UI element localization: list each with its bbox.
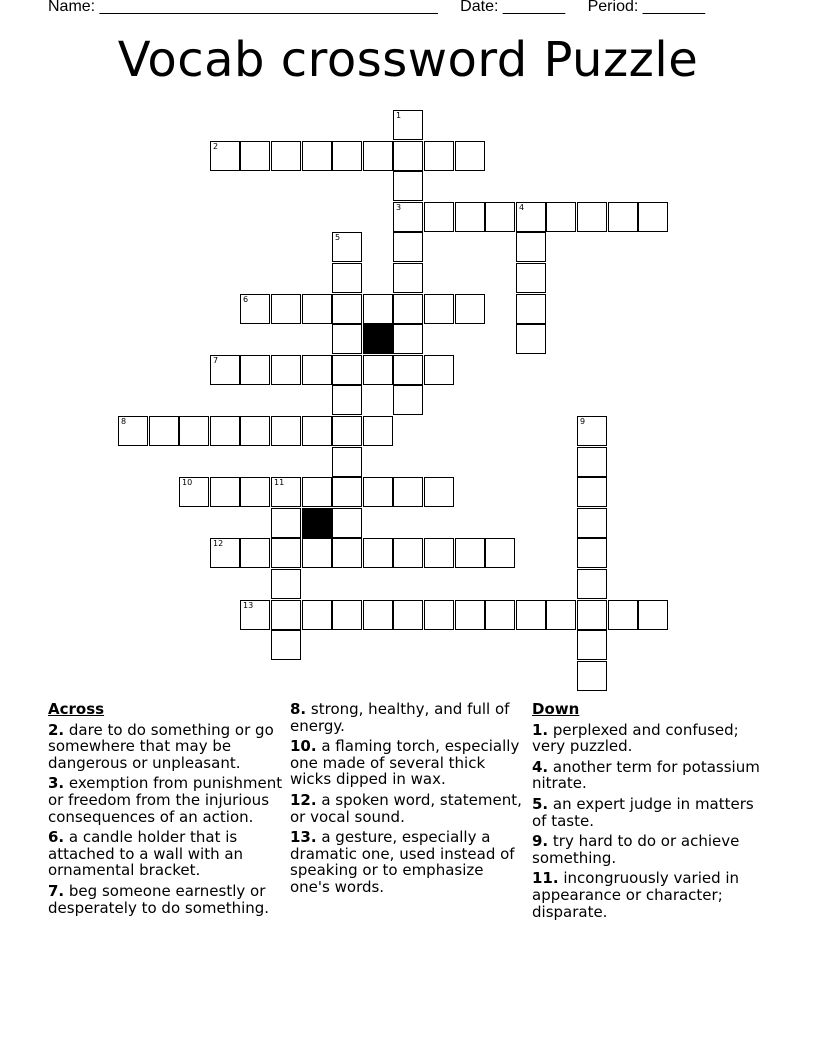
grid-cell[interactable] [332, 416, 362, 446]
grid-cell[interactable] [240, 538, 270, 568]
date-field[interactable]: Date: _______ [460, 0, 566, 15]
grid-cell[interactable] [393, 477, 423, 507]
grid-cell[interactable] [577, 477, 607, 507]
clue-number: 4. [532, 757, 549, 776]
grid-cell[interactable] [240, 477, 270, 507]
grid-cell[interactable] [210, 355, 240, 385]
cell-number: 6 [243, 295, 249, 304]
clues-column-3 [532, 701, 768, 924]
grid-cell[interactable] [363, 416, 393, 446]
clue-text: exemption from punishment or freedom from the injurious consequences of an action. [48, 774, 283, 826]
grid-cell[interactable] [516, 294, 546, 324]
grid-cell[interactable] [271, 538, 301, 568]
grid-cell[interactable] [363, 538, 393, 568]
grid-cell[interactable] [393, 171, 423, 201]
grid-cell[interactable] [332, 538, 362, 568]
grid-cell[interactable] [210, 477, 240, 507]
grid-cell[interactable] [546, 202, 576, 232]
grid-cell[interactable] [271, 600, 301, 630]
name-field[interactable]: Name: ______________________________________ [48, 0, 438, 15]
down-clue-9 [532, 833, 768, 866]
grid-cell[interactable] [363, 141, 393, 171]
grid-cell[interactable] [302, 477, 332, 507]
grid-cell[interactable] [240, 294, 270, 324]
grid-cell[interactable] [485, 600, 515, 630]
clue-text: perplexed and confused; very puzzled. [532, 720, 739, 756]
grid-cell[interactable] [608, 600, 638, 630]
grid-cell[interactable] [393, 232, 423, 262]
clue-number: 9. [532, 832, 549, 851]
cell-number: 13 [243, 601, 254, 610]
grid-cell[interactable] [485, 202, 515, 232]
grid-cell[interactable] [393, 600, 423, 630]
grid-cell[interactable] [332, 508, 362, 538]
clues-column-2 [290, 701, 526, 900]
clue-text: a flaming torch, especially one made of several thick wicks dipped in wax. [290, 737, 520, 789]
grid-cell[interactable] [332, 324, 362, 354]
clue-text: an expert judge in matters of taste. [532, 794, 754, 830]
across-clue-10 [290, 738, 526, 788]
grid-cell[interactable] [393, 202, 423, 232]
grid-cell[interactable] [302, 294, 332, 324]
grid-cell[interactable] [332, 447, 362, 477]
cell-number: 5 [335, 233, 341, 242]
grid-cell[interactable] [393, 263, 423, 293]
cell-number: 12 [213, 539, 224, 548]
down-heading: Down [532, 700, 580, 718]
grid-cell[interactable] [118, 416, 148, 446]
cell-number: 4 [519, 203, 525, 212]
cell-number: 11 [274, 478, 285, 487]
grid-cell[interactable] [332, 141, 362, 171]
grid-cell[interactable] [271, 294, 301, 324]
grid-cell[interactable] [393, 110, 423, 140]
grid-cell[interactable] [363, 355, 393, 385]
grid-cell[interactable] [577, 538, 607, 568]
grid-cell[interactable] [424, 600, 454, 630]
grid-cell[interactable] [210, 141, 240, 171]
grid-cell[interactable] [577, 661, 607, 691]
grid-cell[interactable] [393, 324, 423, 354]
grid-cell[interactable] [363, 294, 393, 324]
grid-cell[interactable] [393, 538, 423, 568]
clue-text: beg someone earnestly or desperately to do something. [48, 881, 270, 917]
grid-cell[interactable] [424, 538, 454, 568]
grid-cell[interactable] [302, 416, 332, 446]
grid-cell[interactable] [424, 477, 454, 507]
grid-cell[interactable] [577, 569, 607, 599]
across-clue-13 [290, 829, 526, 895]
grid-cell[interactable] [455, 600, 485, 630]
cell-number: 1 [396, 111, 402, 120]
down-clue-11 [532, 870, 768, 920]
cell-number: 8 [121, 417, 127, 426]
clue-text: try hard to do or achieve something. [532, 832, 740, 867]
grid-cell[interactable] [393, 385, 423, 415]
grid-cell[interactable] [302, 141, 332, 171]
clue-number: 12. [290, 790, 317, 809]
grid-cell[interactable] [393, 141, 423, 171]
grid-cell[interactable] [424, 141, 454, 171]
grid-cell[interactable] [302, 355, 332, 385]
clue-number: 3. [48, 774, 65, 793]
grid-cell[interactable] [332, 263, 362, 293]
clue-number: 1. [532, 720, 549, 739]
grid-cell[interactable] [240, 416, 270, 446]
grid-cell[interactable] [516, 202, 546, 232]
black-cell [363, 324, 393, 354]
grid-cell[interactable] [302, 600, 332, 630]
cell-number: 7 [213, 356, 219, 365]
grid-cell[interactable] [485, 538, 515, 568]
clue-text: another term for potassium nitrate. [532, 757, 760, 793]
grid-cell[interactable] [179, 477, 209, 507]
clue-number: 10. [290, 737, 317, 756]
period-field[interactable]: Period: _______ [587, 0, 706, 15]
grid-cell[interactable] [546, 600, 576, 630]
clue-text: strong, healthy, and full of energy. [290, 700, 510, 735]
grid-cell[interactable] [455, 141, 485, 171]
across-heading: Across [48, 700, 105, 718]
cell-number: 10 [182, 478, 193, 487]
clue-number: 8. [290, 700, 307, 718]
grid-cell[interactable] [577, 416, 607, 446]
page-title: Vocab crossword Puzzle [117, 32, 699, 88]
clue-number: 5. [532, 794, 549, 813]
across-clue-12 [290, 792, 526, 825]
grid-cell[interactable] [302, 538, 332, 568]
grid-cell[interactable] [455, 538, 485, 568]
grid-cell[interactable] [577, 202, 607, 232]
grid-cell[interactable] [363, 477, 393, 507]
cell-number: 3 [396, 203, 402, 212]
black-cell [302, 508, 332, 538]
down-clue-4 [532, 759, 768, 792]
grid-cell[interactable] [424, 202, 454, 232]
grid-cell[interactable] [577, 600, 607, 630]
grid-cell[interactable] [210, 416, 240, 446]
grid-cell[interactable] [332, 385, 362, 415]
grid-cell[interactable] [393, 294, 423, 324]
grid-cell[interactable] [240, 600, 270, 630]
grid-cell[interactable] [577, 630, 607, 660]
grid-cell[interactable] [516, 600, 546, 630]
grid-cell[interactable] [363, 600, 393, 630]
grid-cell[interactable] [271, 477, 301, 507]
grid-cell[interactable] [271, 416, 301, 446]
across-clue-3 [48, 775, 284, 825]
grid-cell[interactable] [271, 355, 301, 385]
across-clue-6 [48, 829, 284, 879]
grid-cell[interactable] [424, 294, 454, 324]
clue-text: dare to do something or go somewhere that may be dangerous or unpleasant. [48, 720, 274, 772]
down-clue-1 [532, 722, 768, 755]
grid-cell[interactable] [332, 232, 362, 262]
grid-cell[interactable] [577, 447, 607, 477]
grid-cell[interactable] [179, 416, 209, 446]
clue-number: 6. [48, 828, 65, 847]
grid-cell[interactable] [638, 202, 668, 232]
grid-cell[interactable] [393, 355, 423, 385]
clue-text: a candle holder that is attached to a wall with an ornamental bracket. [48, 828, 244, 880]
cell-number: 2 [213, 142, 219, 151]
clue-text: a spoken word, statement, or vocal sound. [290, 790, 522, 826]
clues-column-1 [48, 701, 284, 920]
clue-number: 13. [290, 828, 317, 847]
grid-cell[interactable] [608, 202, 638, 232]
grid-cell[interactable] [516, 232, 546, 262]
grid-cell[interactable] [240, 355, 270, 385]
down-clue-5 [532, 796, 768, 829]
across-clue-7 [48, 883, 284, 916]
grid-cell[interactable] [332, 355, 362, 385]
clue-text: incongruously varied in appearance or character; disparate. [532, 869, 740, 921]
grid-cell[interactable] [271, 569, 301, 599]
cell-number: 9 [580, 417, 586, 426]
clue-number: 2. [48, 720, 65, 739]
grid-cell[interactable] [149, 416, 179, 446]
grid-cell[interactable] [516, 263, 546, 293]
grid-cell[interactable] [332, 600, 362, 630]
grid-cell[interactable] [271, 630, 301, 660]
grid-cell[interactable] [271, 141, 301, 171]
grid-cell[interactable] [210, 538, 240, 568]
grid-cell[interactable] [271, 508, 301, 538]
grid-cell[interactable] [516, 324, 546, 354]
grid-cell[interactable] [332, 294, 362, 324]
across-clue-2 [48, 722, 284, 772]
clue-number: 11. [532, 869, 559, 888]
across-clue-8 [290, 701, 526, 734]
grid-cell[interactable] [424, 355, 454, 385]
grid-cell[interactable] [455, 202, 485, 232]
grid-cell[interactable] [638, 600, 668, 630]
grid-cell[interactable] [577, 508, 607, 538]
grid-cell[interactable] [240, 141, 270, 171]
grid-cell[interactable] [455, 294, 485, 324]
clue-text: a gesture, especially a dramatic one, used instead of speaking or to emphasize one's words. [290, 828, 515, 896]
clue-number: 7. [48, 881, 65, 900]
grid-cell[interactable] [332, 477, 362, 507]
